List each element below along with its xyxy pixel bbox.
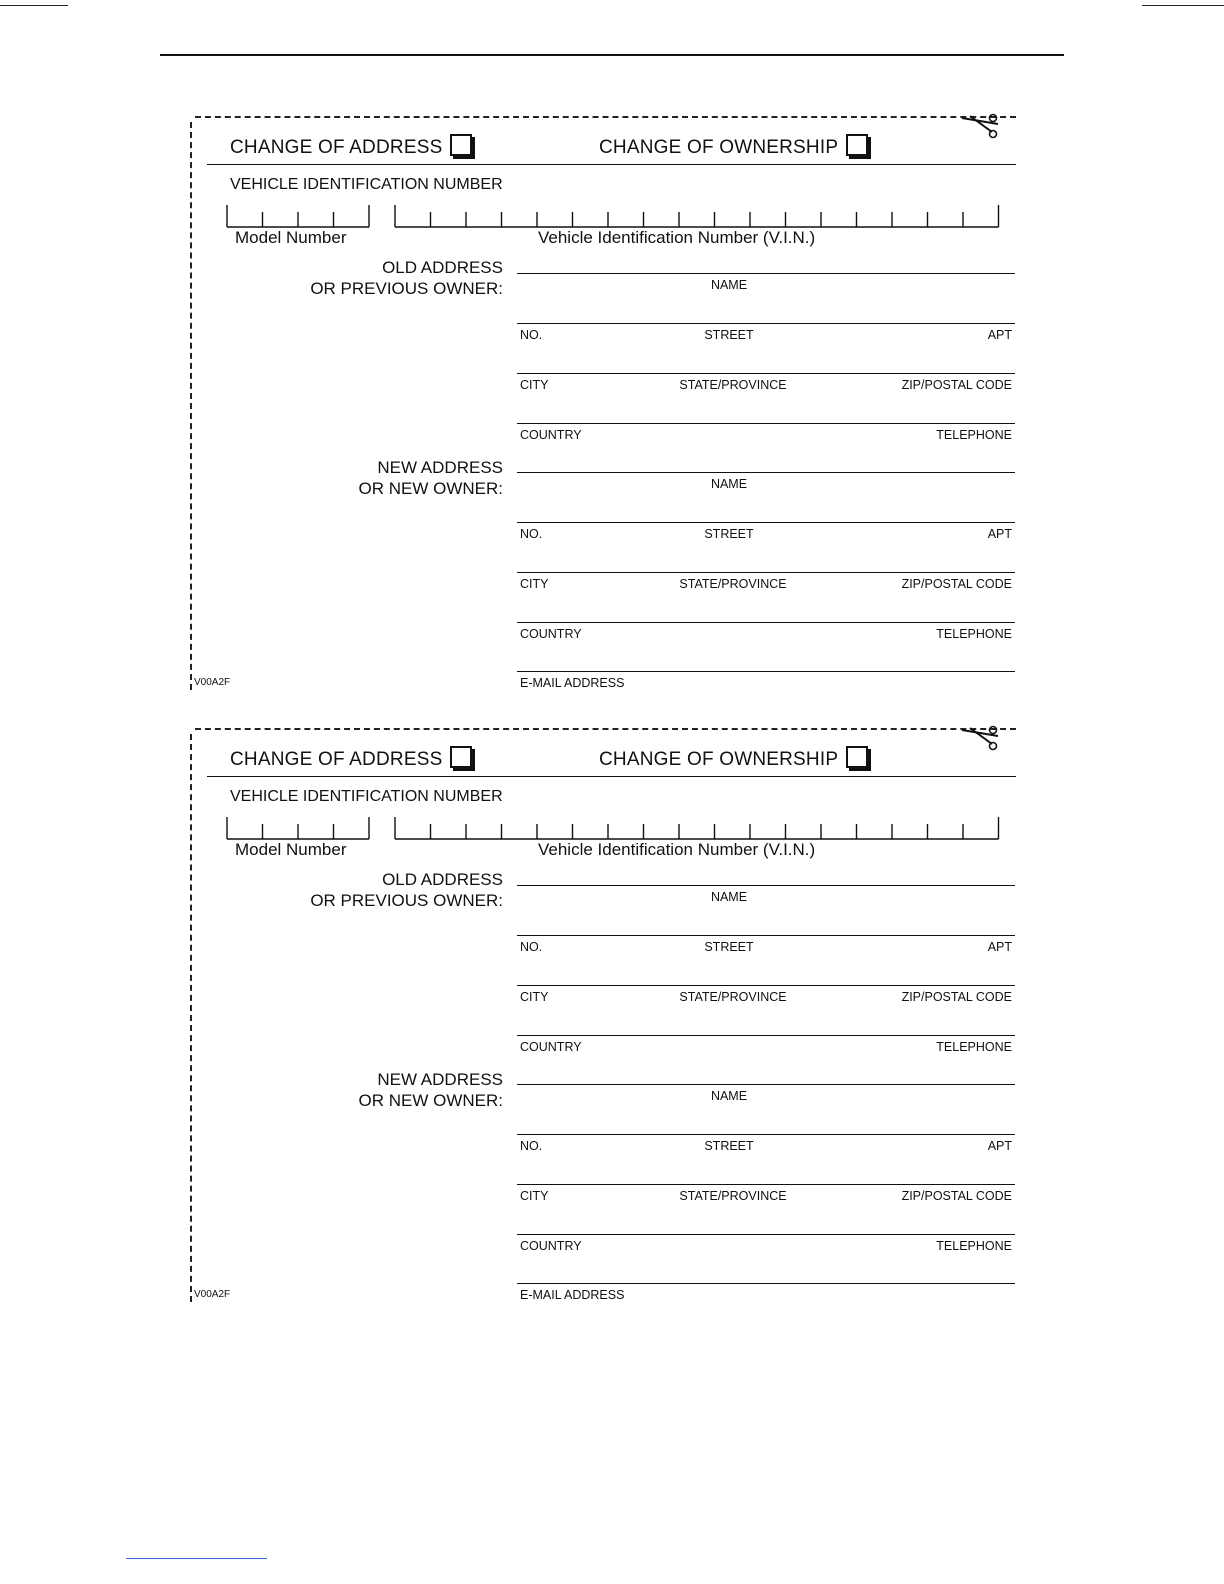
change-of-address-label: CHANGE OF ADDRESS: [230, 137, 443, 158]
new-address-label: NEW ADDRESS OR NEW OWNER:: [358, 1070, 503, 1110]
old-city-field[interactable]: [517, 373, 1015, 374]
new-country-caption: COUNTRY: [520, 627, 582, 641]
new-name-caption: NAME: [710, 477, 748, 491]
new-city-field[interactable]: [517, 1184, 1015, 1185]
new-no-caption: NO.: [520, 1139, 543, 1153]
new-street-caption: STREET: [704, 1139, 754, 1153]
change-of-address-label: CHANGE OF ADDRESS: [230, 749, 443, 770]
old-country-field[interactable]: [517, 1035, 1015, 1036]
old-country-caption: COUNTRY: [520, 1040, 582, 1054]
old-city-field[interactable]: [517, 985, 1015, 986]
old-street-caption: STREET: [704, 328, 754, 342]
change-of-ownership-label: CHANGE OF OWNERSHIP: [599, 749, 839, 770]
new-no-caption: NO.: [520, 527, 543, 541]
old-name-field[interactable]: [517, 885, 1015, 886]
crop-mark-left: [0, 5, 68, 6]
new-country-field[interactable]: [517, 1234, 1015, 1235]
change-of-address-option[interactable]: [230, 746, 472, 771]
old-zip-caption: ZIP/POSTAL CODE: [901, 990, 1012, 1004]
vin-heading: VEHICLE IDENTIFICATION NUMBER: [230, 176, 503, 193]
new-apt-caption: APT: [987, 1139, 1012, 1153]
change-of-ownership-label: CHANGE OF OWNERSHIP: [599, 137, 839, 158]
address-change-coupon-1: [0, 112, 1224, 712]
old-address-label: OLD ADDRESS OR PREVIOUS OWNER:: [310, 870, 503, 910]
new-name-field[interactable]: [517, 472, 1015, 473]
old-zip-caption: ZIP/POSTAL CODE: [901, 378, 1012, 392]
new-city-caption: CITY: [520, 1189, 549, 1203]
change-of-ownership-checkbox[interactable]: [846, 746, 868, 768]
old-street-field[interactable]: [517, 935, 1015, 936]
vin-entry-boxes[interactable]: [226, 814, 1001, 840]
page-top-rule: [160, 54, 1064, 56]
cut-line-left: [190, 122, 192, 690]
new-state-caption: STATE/PROVINCE: [679, 577, 787, 591]
vin-heading: VEHICLE IDENTIFICATION NUMBER: [230, 788, 503, 805]
vin-entry-boxes[interactable]: [226, 202, 1001, 228]
change-of-ownership-option[interactable]: [599, 746, 868, 771]
crop-mark-right: [1142, 5, 1224, 6]
vin-label: Vehicle Identification Number (V.I.N.): [538, 840, 816, 859]
old-country-caption: COUNTRY: [520, 428, 582, 442]
new-street-field[interactable]: [517, 522, 1015, 523]
old-city-caption: CITY: [520, 990, 549, 1004]
new-telephone-caption: TELEPHONE: [936, 1239, 1012, 1253]
old-state-caption: STATE/PROVINCE: [679, 378, 787, 392]
new-email-field[interactable]: [517, 1283, 1015, 1284]
cut-line: [195, 728, 1016, 730]
old-city-caption: CITY: [520, 378, 549, 392]
new-state-caption: STATE/PROVINCE: [679, 1189, 787, 1203]
new-email-caption: E-MAIL ADDRESS: [520, 1288, 625, 1302]
vin-label: Vehicle Identification Number (V.I.N.): [538, 228, 816, 247]
new-zip-caption: ZIP/POSTAL CODE: [901, 1189, 1012, 1203]
old-apt-caption: APT: [987, 328, 1012, 342]
old-street-field[interactable]: [517, 323, 1015, 324]
new-name-caption: NAME: [710, 1089, 748, 1103]
new-city-caption: CITY: [520, 577, 549, 591]
change-of-ownership-checkbox[interactable]: [846, 134, 868, 156]
model-number-label: Model Number: [235, 840, 347, 859]
new-street-field[interactable]: [517, 1134, 1015, 1135]
new-name-field[interactable]: [517, 1084, 1015, 1085]
new-street-caption: STREET: [704, 527, 754, 541]
old-name-field[interactable]: [517, 273, 1015, 274]
change-of-address-checkbox[interactable]: [450, 746, 472, 768]
new-country-caption: COUNTRY: [520, 1239, 582, 1253]
old-no-caption: NO.: [520, 940, 543, 954]
form-code: V00A2F: [194, 677, 231, 688]
new-email-caption: E-MAIL ADDRESS: [520, 676, 625, 690]
footer-link-rule: [126, 1558, 267, 1559]
header-divider: [207, 164, 1016, 165]
scissors-icon: [960, 724, 1002, 754]
address-change-coupon-2: [0, 724, 1224, 1324]
old-street-caption: STREET: [704, 940, 754, 954]
header-divider: [207, 776, 1016, 777]
new-address-label: NEW ADDRESS OR NEW OWNER:: [358, 458, 503, 498]
change-of-ownership-option[interactable]: [599, 134, 868, 159]
old-telephone-caption: TELEPHONE: [936, 428, 1012, 442]
new-email-field[interactable]: [517, 671, 1015, 672]
new-zip-caption: ZIP/POSTAL CODE: [901, 577, 1012, 591]
old-country-field[interactable]: [517, 423, 1015, 424]
old-state-caption: STATE/PROVINCE: [679, 990, 787, 1004]
old-address-label: OLD ADDRESS OR PREVIOUS OWNER:: [310, 258, 503, 298]
new-country-field[interactable]: [517, 622, 1015, 623]
old-telephone-caption: TELEPHONE: [936, 1040, 1012, 1054]
change-of-address-checkbox[interactable]: [450, 134, 472, 156]
change-of-address-option[interactable]: [230, 134, 472, 159]
form-code: V00A2F: [194, 1289, 231, 1300]
cut-line: [195, 116, 1016, 118]
new-telephone-caption: TELEPHONE: [936, 627, 1012, 641]
old-name-caption: NAME: [710, 890, 748, 904]
scissors-icon: [960, 112, 1002, 142]
new-apt-caption: APT: [987, 527, 1012, 541]
old-apt-caption: APT: [987, 940, 1012, 954]
model-number-label: Model Number: [235, 228, 347, 247]
cut-line-left: [190, 734, 192, 1302]
new-city-field[interactable]: [517, 572, 1015, 573]
old-no-caption: NO.: [520, 328, 543, 342]
old-name-caption: NAME: [710, 278, 748, 292]
